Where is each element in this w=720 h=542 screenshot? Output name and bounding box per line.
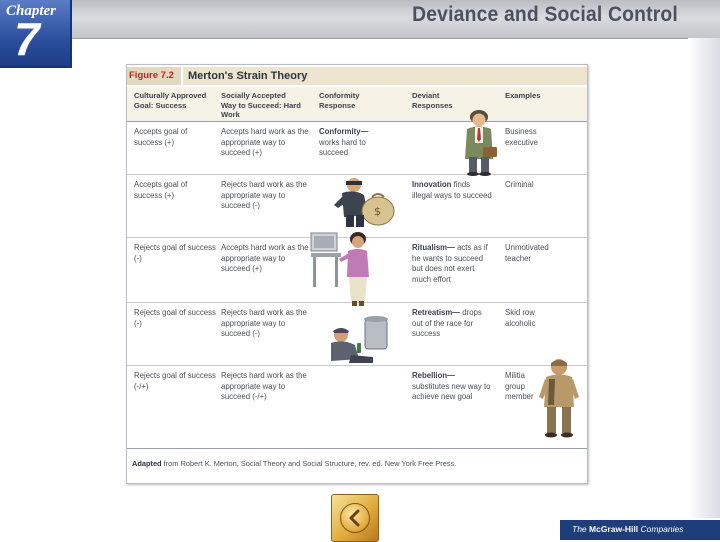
cell-goal: Rejects goal of success (-) <box>134 308 216 328</box>
column-header-means: Socially Accepted Way to Succeed: Hard Work <box>221 91 301 120</box>
criminal-illustration <box>332 175 398 231</box>
conformity-title: Conformity— <box>319 127 369 136</box>
column-header-goal: Culturally Approved Goal: Success <box>134 91 207 110</box>
teacher-illustration <box>309 227 379 307</box>
table-row <box>127 366 587 449</box>
cell-goal: Accepts goal of success (+) <box>134 127 188 147</box>
svg-text:$: $ <box>374 205 381 218</box>
cell-goal: Accepts goal of success (+) <box>134 180 188 200</box>
table-header-row <box>127 87 587 122</box>
cell-means: Rejects hard work as the appropriate way to succeed (-) <box>221 180 307 210</box>
column-header-examples: Examples <box>505 91 541 100</box>
deviant-title: Ritualism— <box>412 243 455 252</box>
cell-goal: Rejects goal of success (-/+) <box>134 371 216 391</box>
cell-means: Accepts hard work as the appropriate way to succeed (+) <box>221 127 309 157</box>
cell-means: Accepts hard work as the appropriate way to succeed (+) <box>221 243 309 273</box>
column-header-deviant: Deviant Responses <box>412 91 453 110</box>
figure-label: Figure 7.2 <box>127 67 181 85</box>
cell-example: Business executive <box>505 127 538 147</box>
cell-deviant <box>412 308 492 340</box>
cell-example: Criminal <box>505 180 534 189</box>
figure-titlebar <box>127 65 587 87</box>
source-bold: Adapted <box>132 459 162 468</box>
deviant-title: Innovation <box>412 180 452 189</box>
publisher-name: McGraw-Hill <box>589 524 639 534</box>
chapter-badge <box>0 0 72 68</box>
slide-header <box>0 0 720 39</box>
cell-example: Militia group member <box>505 371 534 401</box>
cell-means: Rejects hard work as the appropriate way to succeed (-/+) <box>221 371 307 401</box>
deviant-title: Rebellion— <box>412 371 455 380</box>
deviant-title: Retreatism— <box>412 308 461 317</box>
cell-conformity <box>319 127 389 159</box>
cell-deviant <box>412 371 492 403</box>
cell-goal: Rejects goal of success (-) <box>134 243 216 263</box>
conformity-text: works hard to succeed <box>319 137 366 157</box>
back-button[interactable] <box>331 494 379 542</box>
publisher-suffix: Companies <box>638 524 684 534</box>
figure-panel <box>126 64 588 484</box>
publisher-prefix: The <box>572 524 590 534</box>
right-rail <box>688 38 720 518</box>
figure-title: Merton's Strain Theory <box>183 67 587 85</box>
deviant-text: substitutes new way to achieve new goal <box>412 381 491 401</box>
figure-source-note <box>132 459 582 470</box>
back-button-face <box>340 503 370 533</box>
cell-deviant <box>412 243 492 285</box>
chapter-label: Chapter <box>6 3 57 19</box>
column-header-conformity: Conformity Response <box>319 91 360 110</box>
table-row <box>127 122 587 175</box>
chapter-number: 7 <box>14 13 40 65</box>
deviant-text: acts as if he wants to succeed but does not exert much effort <box>412 243 488 284</box>
militia-member-illustration <box>537 357 581 441</box>
publisher-logo-text <box>572 524 684 534</box>
publisher-bar <box>560 520 720 540</box>
cell-means: Rejects hard work as the appropriate way to succeed (-) <box>221 308 307 338</box>
back-arrow-icon <box>341 504 369 532</box>
cell-example: Unmotivated teacher <box>505 243 549 263</box>
slide-title: Deviance and Social Control <box>412 3 678 26</box>
deviant-text: drops out of the race for success <box>412 308 482 338</box>
alcoholic-illustration <box>325 313 395 369</box>
deviant-text: finds illegal ways to succeed <box>412 180 492 200</box>
source-text: from Robert K. Merton, Social Theory and Social Structure, rev. ed. New York Free Press. <box>161 459 457 468</box>
business-executive-illustration <box>457 107 501 177</box>
cell-example: Skid row alcoholic <box>505 308 536 328</box>
cell-deviant <box>412 180 492 201</box>
